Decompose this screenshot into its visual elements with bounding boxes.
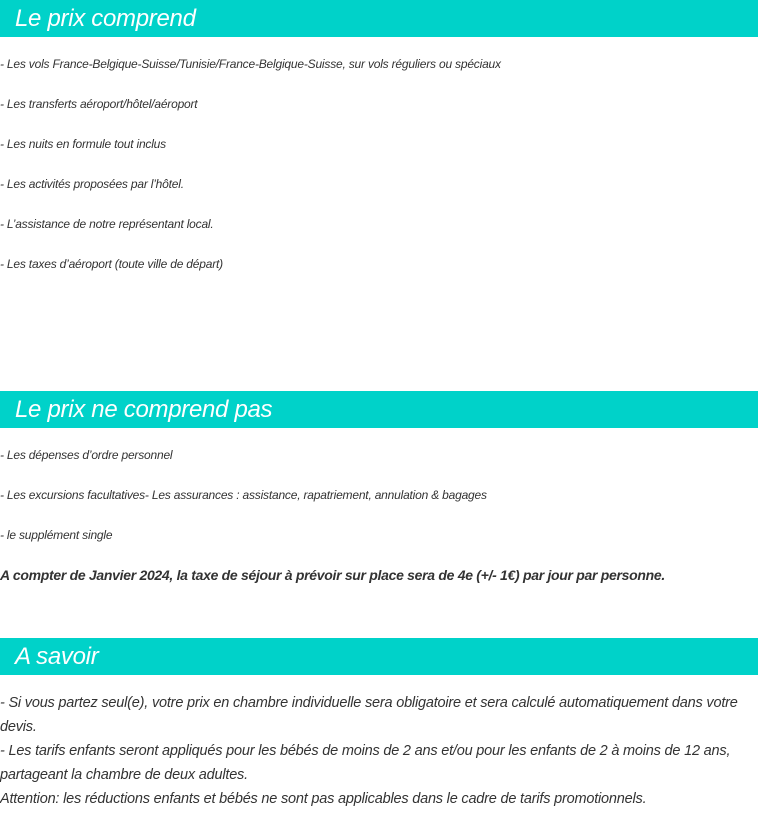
info-title: A savoir bbox=[15, 642, 99, 670]
includes-item: - Les taxes d’aéroport (toute ville de départ) bbox=[0, 257, 223, 271]
info-section-header bbox=[0, 638, 758, 675]
excludes-item: - Les excursions facultatives- Les assurances : assistance, rapatriement, annulation & bagages bbox=[0, 488, 487, 502]
excludes-item: - Les dépenses d’ordre personnel bbox=[0, 448, 173, 462]
info-paragraph: Attention: les réductions enfants et bébés ne sont pas applicables dans le cadre de tarifs promotionnels. bbox=[0, 791, 647, 807]
info-paragraph: - Si vous partez seul(e), votre prix en chambre individuelle sera obligatoire et sera calculé automatiquement dans votre devis. bbox=[0, 695, 738, 735]
tourist-tax-notice: A compter de Janvier 2024, la taxe de séjour à prévoir sur place sera de 4e (+/- 1€) par jour par personne. bbox=[0, 567, 665, 583]
excludes-section-header bbox=[0, 391, 758, 428]
includes-item: - Les activités proposées par l’hôtel. bbox=[0, 177, 184, 191]
excludes-title: Le prix ne comprend pas bbox=[15, 395, 273, 423]
includes-item: - Les transferts aéroport/hôtel/aéroport bbox=[0, 97, 198, 111]
info-paragraph: - Les tarifs enfants seront appliqués pour les bébés de moins de 2 ans et/ou pour les enfants de 2 à moins de 12 ans, partageant la chambre de deux adultes. bbox=[0, 743, 731, 783]
includes-item: - L’assistance de notre représentant local. bbox=[0, 217, 214, 231]
includes-item: - Les nuits en formule tout inclus bbox=[0, 137, 166, 151]
includes-title: Le prix comprend bbox=[15, 4, 196, 32]
excludes-item: - le supplément single bbox=[0, 528, 113, 542]
includes-section-header bbox=[0, 0, 758, 37]
info-block bbox=[0, 691, 758, 811]
includes-item: - Les vols France-Belgique-Suisse/Tunisie/France-Belgique-Suisse, sur vols réguliers ou spéciaux bbox=[0, 57, 501, 71]
